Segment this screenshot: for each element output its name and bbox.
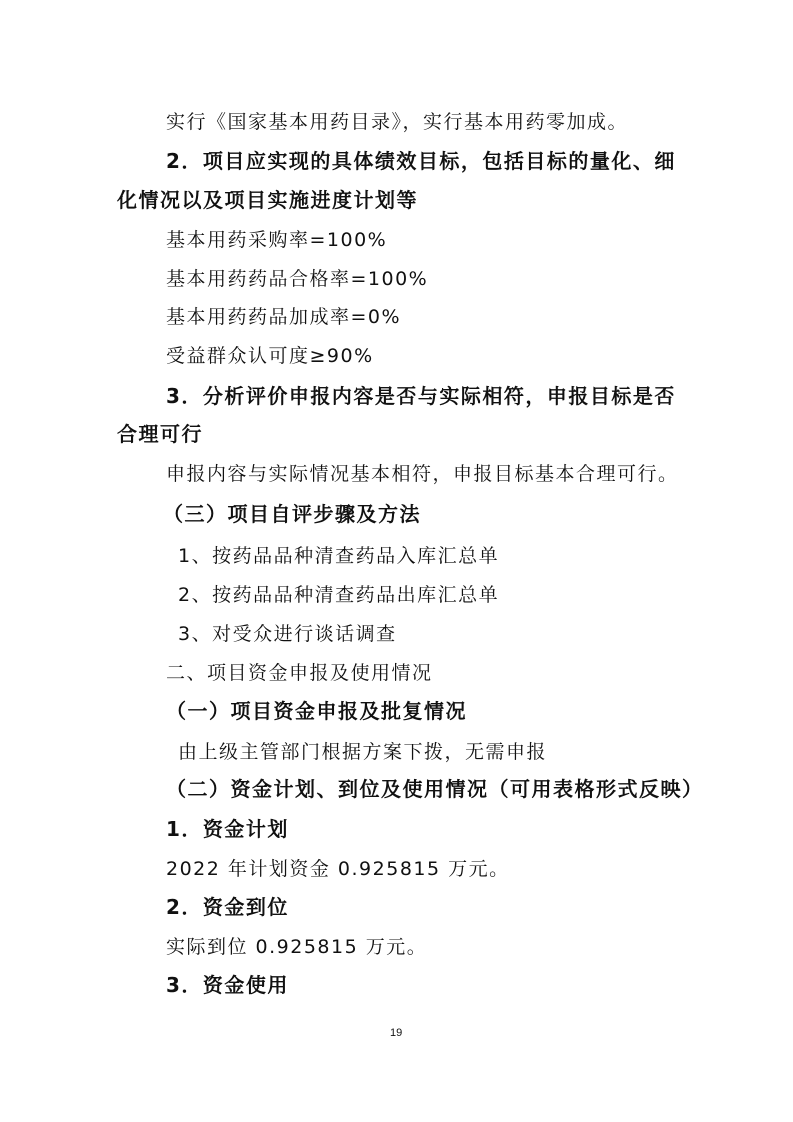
section-heading: 3．分析评价申报内容是否与实际相符，申报目标是否 <box>166 384 676 408</box>
subsection-heading: （一）项目资金申报及批复情况 <box>166 699 467 723</box>
paragraph-line: 由上级主管部门根据方案下拨，无需申报 <box>178 741 548 763</box>
paragraph-line: 实行《国家基本用药目录》，实行基本用药零加成。 <box>166 111 629 133</box>
metric-line: 基本用药采购率=100% <box>166 229 388 251</box>
paragraph-line: 实际到位 0.925815 万元。 <box>166 936 428 958</box>
section-heading-continuation: 化情况以及项目实施进度计划等 <box>117 188 418 212</box>
section-heading: 2．项目应实现的具体绩效目标，包括目标的量化、细 <box>166 149 676 173</box>
subsection-heading: （三）项目自评步骤及方法 <box>163 502 421 526</box>
metric-line: 受益群众认可度≥90% <box>166 345 374 367</box>
paragraph-line: 申报内容与实际情况基本相符，申报目标基本合理可行。 <box>166 463 679 485</box>
section-heading-continuation: 合理可行 <box>117 422 203 446</box>
item-heading: 1．资金计划 <box>166 817 289 841</box>
item-heading: 3．资金使用 <box>166 973 289 997</box>
metric-line: 基本用药药品加成率=0% <box>166 306 402 328</box>
section-title: 二、项目资金申报及使用情况 <box>166 662 433 684</box>
step-item: 3、对受众进行谈话调查 <box>178 623 397 645</box>
step-item: 2、按药品品种清查药品出库汇总单 <box>178 584 500 606</box>
metric-line: 基本用药药品合格率=100% <box>166 268 429 290</box>
page-number: 19 <box>390 1027 403 1039</box>
paragraph-line: 2022 年计划资金 0.925815 万元。 <box>166 858 510 880</box>
item-heading: 2．资金到位 <box>166 895 289 919</box>
subsection-heading: （二）资金计划、到位及使用情况（可用表格形式反映） <box>166 777 704 801</box>
step-item: 1、按药品品种清查药品入库汇总单 <box>178 545 500 567</box>
